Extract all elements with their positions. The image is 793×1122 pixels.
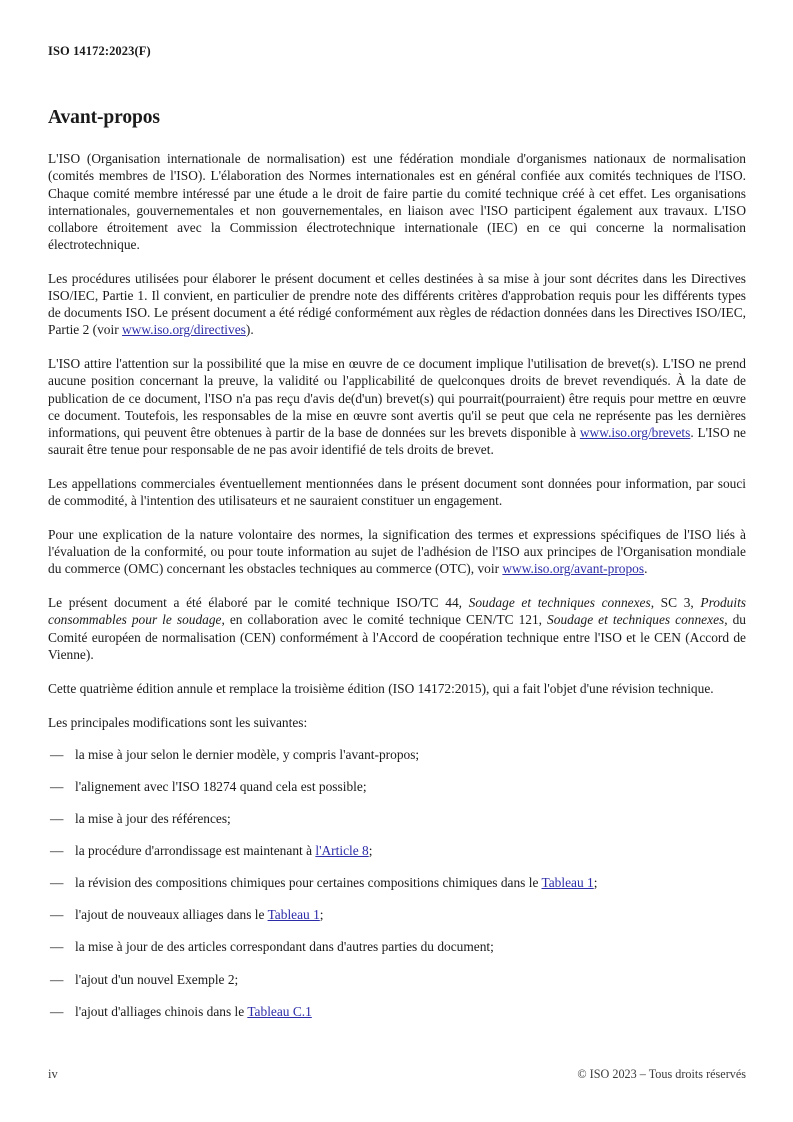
paragraph-text-after-link: . L'ISO ne saurait être tenue pour responsable de ne pas avoir identifié de tels droits de brevet. [48, 424, 746, 457]
list-item-text: la mise à jour de des articles correspondant dans d'autres parties du document; [75, 939, 494, 955]
paragraph-voluntary-nature [48, 509, 746, 577]
list-item [48, 795, 746, 827]
list-item-text-after-link: ; [368, 843, 373, 859]
committee-text-1: Le présent document a été élaboré par le comité technique ISO/TC 44, [48, 595, 469, 611]
paragraph-patents [48, 338, 746, 458]
list-marker-dash: — [50, 939, 64, 955]
list-marker-dash: — [50, 779, 64, 795]
list-item-text: l'ajout de nouveaux alliages dans le [75, 907, 268, 923]
copyright-notice: © ISO 2023 – Tous droits réservés [577, 1067, 746, 1081]
list-item [48, 763, 746, 795]
page-content [48, 0, 746, 1020]
list-item [48, 923, 746, 955]
paragraph-edition [48, 663, 746, 697]
list-item [48, 827, 746, 859]
list-marker-dash: — [50, 843, 64, 859]
paragraph-text-before-link: Pour une explication de la nature volontaire des normes, la signification des termes et expressions spécifiques de l'ISO liés à l'évaluation de la conformité, ou pour toute information au sujet de l'adhésion de l'ISO aux principes de l'Organisation mondiale du commerce (OMC) concernant les obstacles techniques au commerce (OTC), voir [48, 527, 746, 577]
paragraph-trade-names [48, 458, 746, 509]
list-marker-dash: — [50, 907, 64, 923]
link-iso-directives[interactable]: www.iso.org/directives [122, 322, 246, 338]
paragraph-iso-description [48, 129, 746, 253]
list-item-text: la mise à jour des références; [75, 811, 231, 827]
list-item-text: l'ajout d'un nouvel Exemple 2; [75, 971, 239, 987]
list-item [48, 988, 746, 1020]
paragraph-changes-intro [48, 697, 746, 731]
committee-title-1: Soudage et techniques connexes [468, 595, 651, 611]
paragraph-text-before-link: Les procédures utilisées pour élaborer le présent document et celles destinées à sa mise à jour sont décrites dans les Directives ISO/IEC, Partie 1. Il convient, en particulier de prendre note des différents critères d'approbation requis pour les différents types de documents ISO. Le présent document a été rédigé conformément aux règles de rédaction données dans les Directives ISO/IEC, Partie 2 (voir [48, 270, 746, 338]
page-title: Avant-propos [48, 107, 160, 128]
list-item [48, 891, 746, 923]
document-reference: ISO 14172:2023(F) [48, 44, 151, 58]
list-item-text: l'ajout d'alliages chinois dans le [75, 1003, 248, 1019]
paragraph-text-before-link: L'ISO attire l'attention sur la possibilité que la mise en œuvre de ce document implique l'utilisation de brevet(s). L'ISO ne prend aucune position concernant la preuve, la validité ou l'applicabilité de quelconques droits de brevet revendiqués. À la date de publication de ce document, l'ISO n'a pas reçu d'avis de(d'un) brevet(s) qui pourrait(pourraient) être requis pour mettre en œuvre ce document. Toutefois, les responsables de la mise en œuvre sont avertis qu'il se peut que cela ne représente pas les dernières informations, qui peuvent être obtenues à partir de la base de données sur les brevets disponible à [48, 356, 746, 440]
paragraph-technical-committee [48, 577, 746, 662]
list-marker-dash: — [50, 811, 64, 827]
paragraph-text: Les appellations commerciales éventuellement mentionnées dans le présent document sont données pour information, par souci de commodité, à l'intention des utilisateurs et ne sauraient constituer un engagement. [48, 475, 746, 508]
paragraph-text-after-link: ). [245, 322, 254, 338]
link-iso-avant-propos[interactable]: www.iso.org/avant-propos [502, 561, 645, 577]
list-marker-dash: — [50, 875, 64, 891]
committee-text-3: , en collaboration avec le comité technique CEN/TC 121, [221, 612, 548, 628]
list-item-text-after-link: ; [593, 875, 598, 891]
list-item-text: la procédure d'arrondissage est maintenant à [75, 843, 316, 859]
link-cross-reference[interactable]: Tableau 1 [267, 907, 320, 923]
list-marker-dash: — [50, 971, 64, 987]
link-iso-brevets[interactable]: www.iso.org/brevets [579, 424, 691, 440]
list-item [48, 731, 746, 763]
paragraph-text: Cette quatrième édition annule et remplace la troisième édition (ISO 14172:2015), qui a fait l'objet d'une révision technique. [48, 680, 714, 696]
paragraph-text: Les principales modifications sont les suivantes: [48, 714, 308, 730]
list-item-text-after-link: ; [319, 907, 324, 923]
list-item [48, 859, 746, 891]
page-footer [48, 1067, 746, 1082]
list-item-text: la révision des compositions chimiques pour certaines compositions chimiques dans le [75, 875, 542, 891]
list-item-text: la mise à jour selon le dernier modèle, y compris l'avant-propos; [75, 746, 420, 762]
list-item [48, 956, 746, 988]
list-marker-dash: — [50, 746, 64, 762]
paragraph-procedures [48, 253, 746, 338]
link-cross-reference[interactable]: Tableau 1 [541, 875, 594, 891]
paragraph-text-after-link: . [644, 561, 648, 577]
page-number: iv [48, 1067, 58, 1081]
committee-title-2: Produits consommables pour le soudage [48, 595, 747, 628]
committee-text-4: , du Comité européen de normalisation (CEN) conformément à l'Accord de coopération technique entre l'ISO et le CEN (Accord de Vienne). [48, 612, 746, 662]
committee-text-2: , SC 3, [650, 595, 701, 611]
changes-list [48, 731, 746, 1020]
list-marker-dash: — [50, 1003, 64, 1019]
list-item-text: l'alignement avec l'ISO 18274 quand cela est possible; [75, 779, 367, 795]
committee-title-3: Soudage et techniques connexes [547, 612, 725, 628]
paragraph-text: L'ISO (Organisation internationale de normalisation) est une fédération mondiale d'organismes nationaux de normalisation (comités membres de l'ISO). L'élaboration des Normes internationales est en général confiée aux comités techniques de l'ISO. Chaque comité membre intéressé par une étude a le droit de faire partie du comité technique créé à cet effet. Les organisations internationales, gouvernementales et non gouvernementales, en liaison avec l'ISO participent également aux travaux. L'ISO collabore étroitement avec la Commission électrotechnique internationale (IEC) en ce qui concerne la normalisation électrotechnique. [48, 151, 746, 252]
link-cross-reference[interactable]: Tableau C.1 [247, 1003, 312, 1019]
link-cross-reference[interactable]: l'Article 8 [315, 843, 369, 859]
